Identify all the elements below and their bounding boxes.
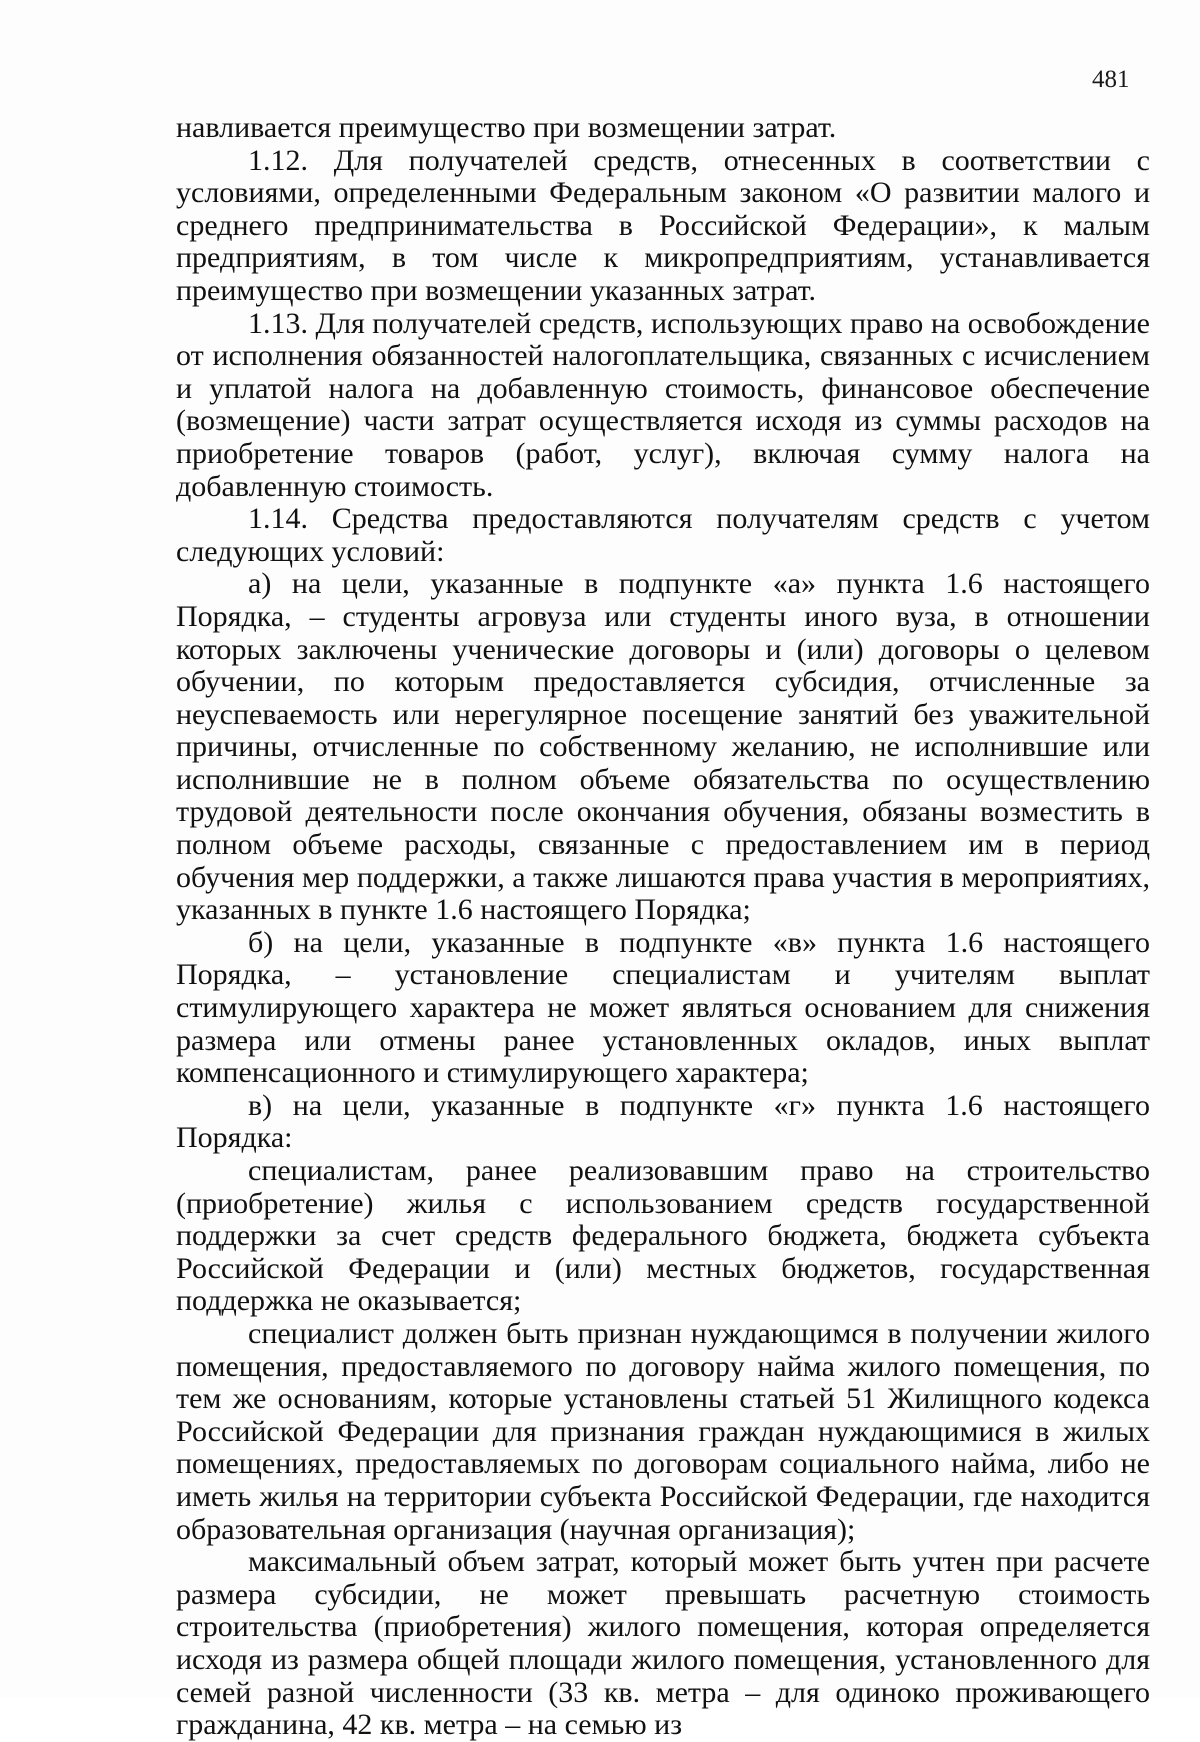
paragraph-1-14-b: б) на цели, указанные в подпункте «в» пункта 1.6 настоящего Порядка, – установление специалистам и учителям выплат стимулирующего характера не может являться основанием для снижения размера или отмены ранее установленных окладов, иных выплат компенсационного и стимулирующего характера; — [176, 925, 1150, 1090]
paragraph-specialists-prior-support: специалистам, ранее реализовавшим право на строительство (приобретение) жилья с использованием средств государственной поддержки за счет средств федерального бюджета, бюджета субъекта Российской Федерации и (или) местных бюджетов, государственная поддержка не оказывается; — [176, 1154, 1150, 1318]
paragraph-1-12: 1.12. Для получателей средств, отнесенных в соответствии с условиями, определенными Федеральным законом «О развитии малого и среднего предпринимательства в Российской Федерации», к малым предприятиям, в том числе к микропредприятиям, устанавливается преимущество при возмещении указанных затрат. — [176, 143, 1150, 307]
paragraph-max-costs: максимальный объем затрат, который может быть учтен при расчете размера субсидии, не может превышать расчетную стоимость строительства (приобретения) жилого помещения, которая определяется исходя из размера общей площади жилого помещения, установленного для семей разной численности (33 кв. метра – для одиноко проживающего гражданина, 42 кв. метра – на семью из — [176, 1545, 1150, 1742]
document-body — [176, 112, 1150, 1742]
paragraph-continuation: навливается преимущество при возмещении затрат. — [176, 111, 837, 144]
paragraph-specialist-needs-housing: специалист должен быть признан нуждающимся в получении жилого помещения, предоставляемого по договору найма жилого помещения, по тем же основаниям, которые установлены статьей 51 Жилищного кодекса Российской Федерации для признания граждан нуждающимися в жилых помещениях, предоставляемых по договорам социального найма, либо не иметь жилья на территории субъекта Российской Федерации, где находится образовательная организация (научная организация); — [176, 1316, 1150, 1546]
paragraph-1-14-v: в) на цели, указанные в подпункте «г» пункта 1.6 настоящего Порядка: — [176, 1088, 1150, 1155]
paragraph-1-13: 1.13. Для получателей средств, использующих право на освобождение от исполнения обязанностей налогоплательщика, связанных с исчислением и уплатой налога на добавленную стоимость, финансовое обеспечение (возмещение) части затрат осуществляется исходя из суммы расходов на приобретение товаров (работ, услуг), включая сумму налога на добавленную стоимость. — [176, 306, 1150, 503]
paragraph-1-14: 1.14. Средства предоставляются получателям средств с учетом следующих условий: — [176, 502, 1150, 568]
paragraph-1-14-a: а) на цели, указанные в подпункте «а» пункта 1.6 настоящего Порядка, – студенты агровуза или студенты иного вуза, в отношении которых заключены ученические договоры и (или) договоры о целевом обучении, по которым предоставляется субсидия, отчисленные за неуспеваемость или нерегулярное посещение занятий без уважительной причины, отчисленные по собственному желанию, не исполнившие или исполнившие не в полном объеме обязательства по осуществлению трудовой деятельности после окончания обучения, обязаны возместить в полном объеме расходы, связанные с предоставлением им в период обучения мер поддержки, а также лишаются права участия в мероприятиях, указанных в пункте 1.6 настоящего Порядка; — [176, 567, 1150, 927]
page-number: 481 — [1092, 66, 1130, 93]
